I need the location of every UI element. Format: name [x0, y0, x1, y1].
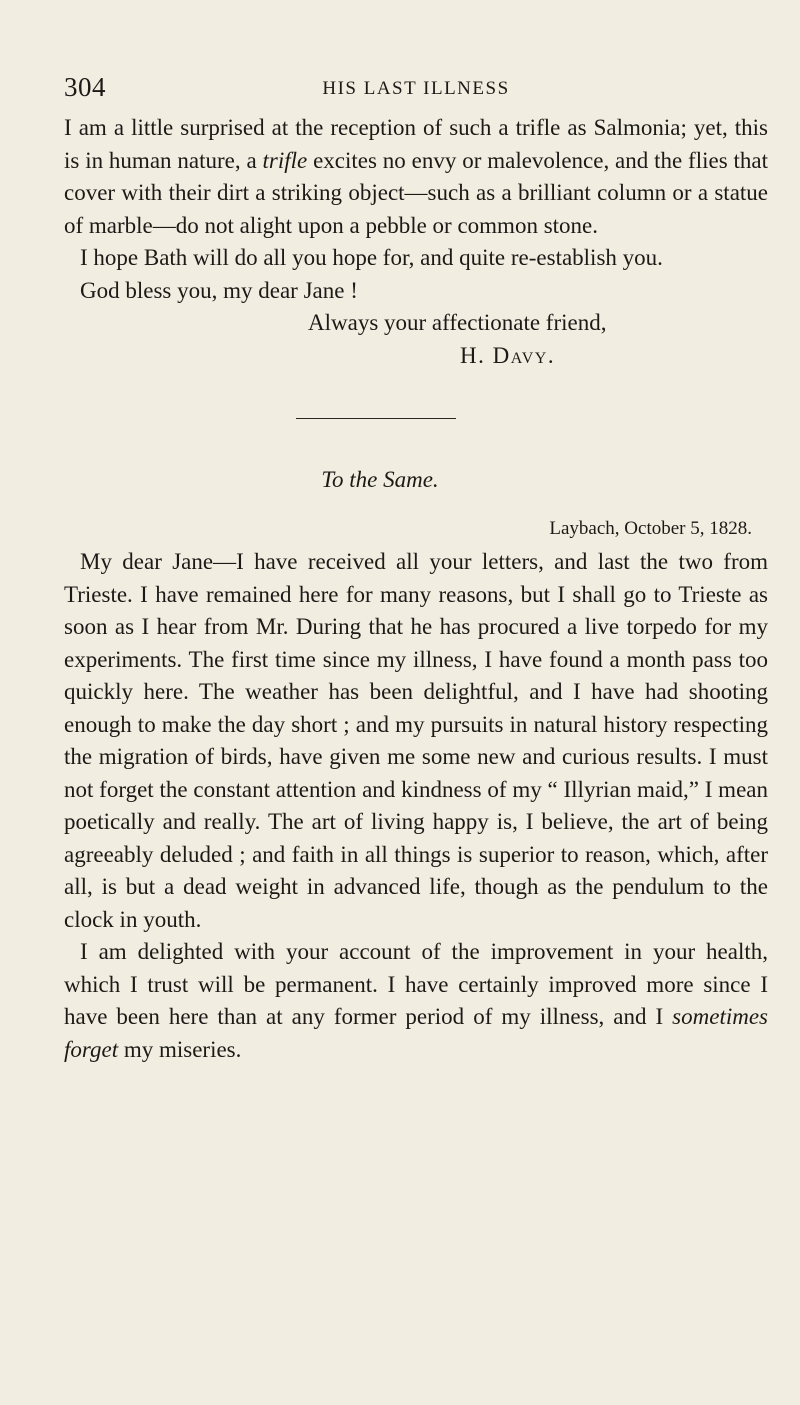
letter-one-paragraph-1-text-b: excites no envy or malevolence, and the flies that cover with their dirt a striking object—such as a brilliant column or a statue of marble—do not alight upon a pebble or common stone. [64, 147, 768, 238]
letter-one-closing: Always your affectionate friend, [308, 310, 607, 335]
letter-two-title: To the Same. [321, 467, 439, 492]
section-divider [296, 418, 456, 419]
page-number: 304 [64, 72, 106, 102]
letter-two [64, 546, 768, 1066]
letter-one [64, 112, 768, 372]
letter-two-paragraph-1: My dear Jane—I have received all your letters, and last the two from Trieste. I have remained here for many reasons, but I shall go to Trieste as soon as I hear from Mr. During that he has procured a live torpedo for my experiments. The first time since my illness, I have found a month pass too quickly here. The weather has been delightful, and I have had shooting enough to make the day short ; and my pursuits in natural history respecting the migration of birds, have given me some new and curious results. I must not forget the constant attention and kindness of my “ Illyrian maid,” I mean poetically and really. The art of living happy is, I believe, the art of being agreeably deluded ; and faith in all things is superior to reason, which, after all, is but a dead weight in advanced life, though as the pendulum to the clock in youth. [64, 549, 768, 932]
letter-one-paragraph-3: God bless you, my dear Jane ! [80, 277, 358, 303]
letter-two-dateline: Laybach, October 5, 1828. [549, 518, 752, 539]
letter-one-paragraph-1-text-a: I am a little surprised at the reception of such a trifle as Salmonia; yet, this is in human nature, a [64, 115, 768, 173]
letter-one-signature-name: H. Davy. [460, 342, 556, 368]
letter-two-paragraph-2 [64, 936, 768, 1066]
book-page [64, 72, 768, 1066]
letter-one-paragraph-1 [64, 112, 768, 242]
letter-one-paragraph-1-italic: trifle [262, 147, 308, 173]
letter-two-paragraph-2-text-b: my miseries. [118, 1036, 242, 1062]
letter-one-paragraph-2: I hope Bath will do all you hope for, and quite re-establish you. [80, 245, 663, 270]
page-header [64, 72, 768, 112]
running-head: HIS LAST ILLNESS [322, 78, 510, 99]
letter-two-paragraph-2-text-a: I am delighted with your account of the improvement in your health, which I trust will be permanent. I have certainly improved more since I have been here than at any former period of my illness, and I [64, 939, 768, 1029]
letter-one-signature [64, 340, 768, 373]
letter-two-paragraph-2-italic: sometimes forget [64, 1004, 768, 1062]
